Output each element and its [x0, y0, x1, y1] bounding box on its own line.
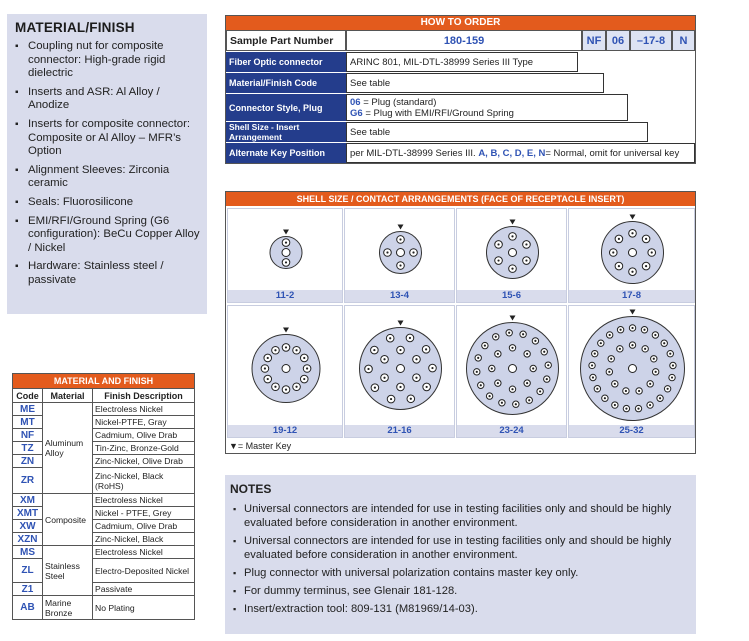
table-row	[13, 507, 195, 520]
contact-pin-core	[497, 243, 499, 245]
mf-material: Stainless Steel	[43, 546, 93, 596]
contact-pin-core	[637, 408, 639, 410]
arrangement-17-8	[568, 208, 695, 303]
how-to-order-title: HOW TO ORDER	[226, 16, 695, 30]
contact-pin-core	[415, 377, 417, 379]
contact-pin-core	[671, 376, 673, 378]
arrangement-label: 21-16	[345, 425, 454, 437]
contact-pin-core	[484, 344, 486, 346]
material-finish-table	[12, 373, 195, 620]
contact-pin-core	[612, 251, 614, 253]
contact-pin-core	[546, 378, 548, 380]
insert-face-drawing	[569, 306, 696, 427]
insert-face-drawing	[457, 306, 568, 427]
mf-finish: Passivate	[93, 583, 195, 596]
contact-pin-core	[528, 399, 530, 401]
material-finish-list	[15, 40, 201, 288]
order-row-label: Material/Finish Code	[226, 73, 346, 93]
center-pin	[397, 365, 405, 373]
order-row-fiber	[226, 51, 695, 72]
contact-pin-core	[495, 336, 497, 338]
contact-pin-core	[614, 383, 616, 385]
table-row	[13, 468, 195, 494]
mf-code: XZN	[13, 533, 43, 546]
contact-pin-core	[415, 358, 417, 360]
contact-pin-core	[600, 342, 602, 344]
contact-pin-core	[285, 261, 287, 263]
notes-panel	[225, 475, 696, 634]
contact-pin-core	[511, 347, 513, 349]
contact-pin-core	[390, 398, 392, 400]
mf-finish: Tin-Zinc, Bronze-Gold	[93, 442, 195, 455]
list-item: ▪ Inserts for composite connector: Composite or Al Alloy – MFR’s Option	[15, 118, 201, 159]
contact-pin-core	[274, 386, 276, 388]
contact-pin-core	[410, 398, 412, 400]
contact-pin-core	[618, 238, 620, 240]
mf-finish: Electroless Nickel	[93, 403, 195, 416]
table-row	[13, 442, 195, 455]
contact-pin-core	[267, 357, 269, 359]
arrangement-19-12	[227, 305, 343, 438]
mf-header-finish: Finish Description	[93, 389, 195, 403]
arrangement-label: 11-2	[228, 290, 342, 302]
contact-pin-core	[604, 397, 606, 399]
insert-face-drawing	[457, 209, 568, 292]
contact-pin-core	[425, 348, 427, 350]
order-row-value	[346, 94, 628, 121]
contact-pin-core	[373, 349, 375, 351]
contact-pin-core	[285, 346, 287, 348]
table-row	[13, 596, 195, 620]
contact-pin-core	[649, 404, 651, 406]
mf-finish: Nickel - PTFE, Grey	[93, 507, 195, 520]
insert-face-drawing	[345, 209, 456, 292]
contact-pin-core	[669, 353, 671, 355]
style-text-g6: = Plug with EMI/RFI/Ground Spring	[362, 107, 514, 119]
contact-pin-core	[426, 386, 428, 388]
contact-pin-core	[625, 390, 627, 392]
center-pin	[509, 249, 517, 257]
arrangement-label: 13-4	[345, 290, 454, 302]
material-finish-title: MATERIAL/FINISH	[15, 20, 135, 35]
table-row	[13, 533, 195, 546]
notes-title: NOTES	[230, 482, 272, 496]
contact-pin-core	[631, 327, 633, 329]
contact-pin-core	[508, 332, 510, 334]
arrangement-21-16	[344, 305, 455, 438]
mf-finish: Cadmium, Olive Drab	[93, 520, 195, 533]
table-row	[13, 403, 195, 416]
table-row	[13, 494, 195, 507]
arrangement-label: 17-8	[569, 290, 694, 302]
center-pin	[282, 249, 290, 257]
mf-finish: Zinc-Nickel, Black (RoHS)	[93, 468, 195, 494]
order-row-value: See table	[346, 73, 604, 93]
contact-pin-core	[511, 235, 513, 237]
insert-face-drawing	[228, 209, 344, 292]
contact-pin-core	[488, 395, 490, 397]
contact-pin-core	[631, 271, 633, 273]
master-key-icon	[283, 230, 289, 235]
table-row	[13, 520, 195, 533]
contact-pin-core	[274, 349, 276, 351]
contact-pin-core	[295, 349, 297, 351]
mf-code: XM	[13, 494, 43, 507]
contact-pin-core	[653, 358, 655, 360]
contact-pin-core	[532, 367, 534, 369]
contact-pin-core	[412, 251, 414, 253]
mf-table-title: MATERIAL AND FINISH	[13, 374, 195, 389]
contact-pin-core	[645, 265, 647, 267]
contact-pin-core	[526, 382, 528, 384]
contact-pin-core	[383, 377, 385, 379]
mf-material: Marine Bronze	[43, 596, 93, 620]
code-material: NF	[582, 30, 606, 51]
arrangement-11-2	[227, 208, 343, 303]
insert-face-drawing	[569, 209, 696, 292]
mf-code: MT	[13, 416, 43, 429]
arrangement-label: 23-24	[457, 425, 566, 437]
list-item: ▪ Plug connector with universal polarization contains master key only.	[230, 566, 696, 580]
contact-pin-core	[644, 348, 646, 350]
mf-material: Aluminum Alloy	[43, 403, 93, 494]
contact-pin-core	[631, 232, 633, 234]
contact-pin-core	[618, 265, 620, 267]
master-key-icon	[398, 321, 404, 326]
mf-finish: Electroless Nickel	[93, 546, 195, 559]
contact-pin-core	[625, 408, 627, 410]
code-key: N	[672, 30, 695, 51]
table-row	[13, 455, 195, 468]
list-item: ▪ Insert/extraction tool: 809-131 (M81969/14-03).	[230, 602, 696, 616]
mf-code: ZR	[13, 468, 43, 494]
mf-finish: No Plating	[93, 596, 195, 620]
table-row	[13, 429, 195, 442]
contact-pin-core	[374, 387, 376, 389]
mf-code: MS	[13, 546, 43, 559]
master-key-icon	[510, 316, 516, 321]
sample-part-number: 180-159	[346, 30, 582, 51]
contact-pin-core	[543, 351, 545, 353]
order-row-label: Connector Style, Plug	[226, 94, 346, 121]
center-pin	[282, 365, 290, 373]
mf-code: Z1	[13, 583, 43, 596]
contact-pin-core	[649, 383, 651, 385]
order-row-value: See table	[346, 122, 648, 142]
list-item: ▪ Alignment Sleeves: Zirconia ceramic	[15, 164, 201, 191]
mf-finish: Cadmium, Olive Drab	[93, 429, 195, 442]
contact-pin-core	[367, 368, 369, 370]
contact-pin-core	[609, 334, 611, 336]
order-row-value: ARINC 801, MIL-DTL-38999 Series III Type	[346, 52, 578, 72]
contact-pin-core	[547, 364, 549, 366]
arrangement-label: 19-12	[228, 425, 342, 437]
mf-code: ZN	[13, 455, 43, 468]
list-item: ▪ For dummy terminus, see Glenair 181-128.	[230, 584, 696, 598]
order-row-value	[346, 143, 695, 163]
contact-pin-core	[491, 367, 493, 369]
contact-pin-core	[306, 367, 308, 369]
arrangement-25-32	[568, 305, 695, 438]
contact-pin-core	[619, 329, 621, 331]
contact-pin-core	[610, 358, 612, 360]
contact-pin-core	[667, 388, 669, 390]
contact-pin-core	[285, 388, 287, 390]
mf-code: ME	[13, 403, 43, 416]
contact-pin-core	[497, 353, 499, 355]
table-row	[13, 546, 195, 559]
mf-finish: Electro-Deposited Nickel	[93, 559, 195, 583]
order-row-key	[226, 142, 695, 163]
mf-header-material: Material	[43, 389, 93, 403]
master-key-legend: ▼= Master Key	[229, 441, 292, 451]
contact-pin-core	[303, 378, 305, 380]
contact-pin-core	[525, 243, 527, 245]
contact-pin-core	[596, 388, 598, 390]
mf-code: XMT	[13, 507, 43, 520]
code-shell: –17-8	[630, 30, 672, 51]
style-code-06: 06	[350, 96, 361, 108]
contact-pin-core	[614, 404, 616, 406]
mf-finish: Zinc-Nickel, Black	[93, 533, 195, 546]
contact-pin-core	[295, 386, 297, 388]
contact-pin-core	[594, 353, 596, 355]
contact-pin-core	[497, 259, 499, 261]
contact-pin-core	[631, 344, 633, 346]
mf-code: NF	[13, 429, 43, 442]
arrangement-label: 25-32	[569, 425, 694, 437]
table-row	[13, 416, 195, 429]
contact-pin-core	[399, 264, 401, 266]
center-pin	[509, 365, 517, 373]
mf-finish: Nickel-PTFE, Gray	[93, 416, 195, 429]
order-row-label: Alternate Key Position	[226, 143, 346, 163]
contact-pin-core	[501, 402, 503, 404]
list-item: ▪ Coupling nut for composite connector: High-grade rigid dielectric	[15, 40, 201, 81]
master-key-icon	[510, 220, 516, 225]
contact-pin-core	[672, 364, 674, 366]
list-item: ▪ Hardware: Stainless steel / passivate	[15, 260, 201, 287]
arrangement-13-4	[344, 208, 455, 303]
order-row-shell	[226, 121, 695, 142]
sample-part-label: Sample Part Number	[226, 30, 346, 51]
material-finish-panel	[7, 14, 207, 314]
contact-pin-core	[399, 386, 401, 388]
list-item: ▪ Inserts and ASR: Al Alloy / Anodize	[15, 86, 201, 113]
style-code-g6: G6	[350, 107, 363, 119]
contact-pin-core	[638, 390, 640, 392]
contact-pin-core	[476, 371, 478, 373]
sample-part-row	[226, 30, 695, 51]
contact-pin-core	[399, 238, 401, 240]
master-key-icon	[398, 225, 404, 230]
contact-pin-core	[383, 358, 385, 360]
key-text-prefix: per MIL-DTL-38999 Series III.	[350, 147, 476, 159]
list-item: ▪ Universal connectors are intended for use in testing facilities only and should be highly evaluated before consideration in another environment.	[230, 534, 696, 562]
contact-pin-core	[399, 349, 401, 351]
contact-pin-core	[497, 382, 499, 384]
contact-pin-core	[267, 378, 269, 380]
mf-code: AB	[13, 596, 43, 620]
arrangement-label: 15-6	[457, 290, 566, 302]
contact-pin-core	[655, 371, 657, 373]
contact-pin-core	[264, 367, 266, 369]
contact-pin-core	[663, 342, 665, 344]
order-row-label: Shell Size - Insert Arrangement	[226, 122, 346, 142]
contact-pin-core	[522, 333, 524, 335]
mf-finish: Zinc-Nickel, Olive Drab	[93, 455, 195, 468]
shell-size-title: SHELL SIZE / CONTACT ARRANGEMENTS (FACE OF RECEPTACLE INSERT)	[226, 192, 695, 206]
contact-pin-core	[431, 367, 433, 369]
contact-pin-core	[645, 238, 647, 240]
contact-pin-core	[409, 337, 411, 339]
order-row-style	[226, 93, 695, 121]
center-pin	[397, 249, 405, 257]
mf-material: Composite	[43, 494, 93, 546]
mf-code: TZ	[13, 442, 43, 455]
contact-pin-core	[386, 251, 388, 253]
contact-pin-core	[591, 364, 593, 366]
list-item: ▪ Seals: Fluorosilicone	[15, 196, 201, 210]
contact-pin-core	[654, 334, 656, 336]
insert-face-drawing	[228, 306, 344, 427]
key-text-suffix: = Normal, omit for universal key	[545, 147, 680, 159]
code-style: 06	[606, 30, 630, 51]
contact-pin-core	[534, 340, 536, 342]
contact-pin-core	[651, 251, 653, 253]
contact-pin-core	[303, 357, 305, 359]
contact-pin-core	[619, 348, 621, 350]
contact-pin-core	[285, 241, 287, 243]
mf-code: XW	[13, 520, 43, 533]
contact-pin-core	[608, 371, 610, 373]
how-to-order-table	[225, 15, 696, 164]
master-key-icon	[283, 328, 289, 333]
key-codes: A, B, C, D, E, N	[478, 147, 546, 159]
list-item: ▪ EMI/RFI/Ground Spring (G6 configuration): BeCu Copper Alloy / Nickel	[15, 215, 201, 256]
contact-pin-core	[659, 397, 661, 399]
mf-code: ZL	[13, 559, 43, 583]
contact-pin-core	[643, 329, 645, 331]
master-key-icon	[630, 215, 636, 220]
insert-face-drawing	[345, 306, 456, 427]
contact-pin-core	[539, 390, 541, 392]
table-row	[13, 583, 195, 596]
mf-finish: Electroless Nickel	[93, 494, 195, 507]
contact-pin-core	[592, 376, 594, 378]
order-row-label: Fiber Optic connector	[226, 52, 346, 72]
arrangement-15-6	[456, 208, 567, 303]
contact-pin-core	[511, 388, 513, 390]
table-row	[13, 559, 195, 583]
contact-pin-core	[511, 268, 513, 270]
contact-pin-core	[526, 353, 528, 355]
shell-size-panel	[225, 191, 696, 454]
contact-pin-core	[389, 337, 391, 339]
arrangement-23-24	[456, 305, 567, 438]
order-row-material	[226, 72, 695, 93]
mf-header-code: Code	[13, 389, 43, 403]
list-item: ▪ Universal connectors are intended for use in testing facilities only and should be highly evaluated before consideration in another environment.	[230, 502, 696, 530]
contact-pin-core	[525, 259, 527, 261]
style-text-06: = Plug (standard)	[360, 96, 437, 108]
contact-pin-core	[480, 384, 482, 386]
center-pin	[629, 249, 637, 257]
contact-pin-core	[515, 403, 517, 405]
contact-pin-core	[477, 357, 479, 359]
center-pin	[629, 365, 637, 373]
master-key-icon	[630, 310, 636, 315]
